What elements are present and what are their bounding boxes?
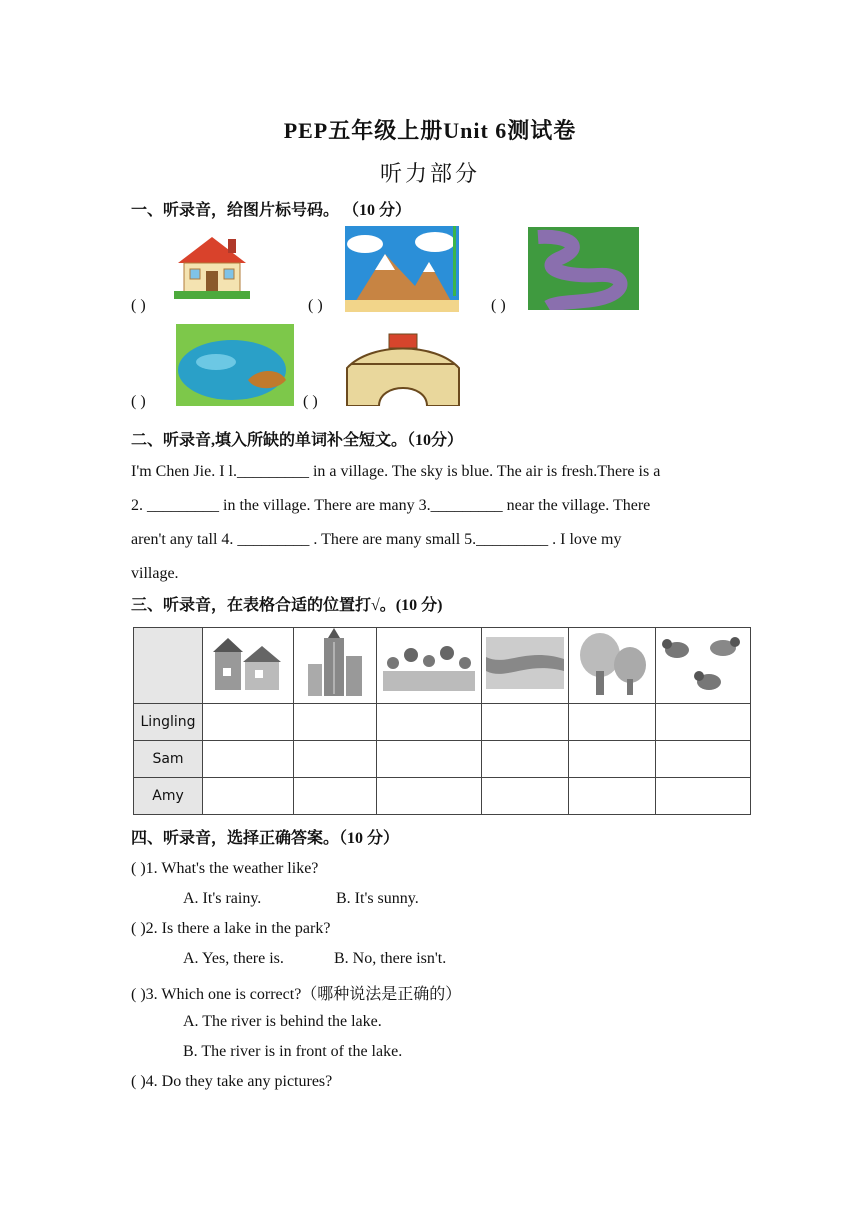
answer-cell[interactable] (203, 704, 294, 741)
answer-cell[interactable] (569, 778, 656, 815)
answer-cell[interactable] (377, 704, 482, 741)
answer-cell[interactable] (377, 741, 482, 778)
answer-cell[interactable] (294, 741, 377, 778)
answer-table (133, 627, 751, 815)
answer-blank-1[interactable]: ( ) (131, 297, 146, 314)
question-2: ( )2. Is there a lake in the park? (131, 920, 331, 937)
column-trees (569, 628, 656, 704)
answer-cell[interactable] (294, 778, 377, 815)
passage-line-3: aren't any tall 4. _________ . There are many small 5._________ . I love my (131, 531, 622, 548)
answer-cell[interactable] (203, 778, 294, 815)
section4-heading: 四、听录音，选择正确答案。（10 分） (131, 830, 400, 847)
answer-cell[interactable] (656, 741, 751, 778)
flowers-icon (381, 633, 477, 693)
passage-line-4: village. (131, 565, 179, 582)
answer-cell[interactable] (656, 704, 751, 741)
answer-blank-3[interactable]: ( ) (491, 297, 506, 314)
answer-blank-5[interactable]: ( ) (303, 393, 318, 410)
question-3: ( )3. Which one is correct?（哪种说法是正确的） (131, 986, 462, 1003)
question-1: ( )1. What's the weather like? (131, 860, 319, 877)
river-icon (486, 637, 564, 689)
birds-icon (657, 628, 749, 698)
section2-heading: 二、听录音,填入所缺的单词补全短文。（10分） (131, 432, 464, 449)
answer-blank-4[interactable]: ( ) (131, 393, 146, 410)
section3-heading: 三、听录音，在表格合适的位置打√。(10 分) (131, 597, 443, 614)
passage-line-1: I'm Chen Jie. I l._________ in a village. The sky is blue. The air is fresh.There is a (131, 463, 661, 480)
question-4: ( )4. Do they take any pictures? (131, 1073, 333, 1090)
river-icon (528, 227, 639, 310)
answer-cell[interactable] (569, 741, 656, 778)
answer-cell[interactable] (482, 778, 569, 815)
answer-cell[interactable] (377, 778, 482, 815)
bridge-icon (341, 328, 465, 406)
mountain-icon (345, 226, 459, 312)
question-3-option-a[interactable]: A. The river is behind the lake. (183, 1013, 382, 1030)
section1-heading: 一、听录音，给图片标号码。 （10 分） (131, 202, 412, 219)
table-corner (134, 628, 203, 704)
column-river (482, 628, 569, 704)
answer-blank-2[interactable]: ( ) (308, 297, 323, 314)
answer-cell[interactable] (482, 741, 569, 778)
village-icon (211, 630, 285, 696)
column-village (203, 628, 294, 704)
row-label-lingling: Lingling (134, 704, 203, 741)
passage-line-2: 2. _________ in the village. There are many 3._________ near the village. There (131, 497, 651, 514)
question-2-option-b[interactable]: B. No, there isn't. (334, 950, 447, 967)
page-subtitle: 听力部分 (379, 161, 480, 186)
row-label-amy: Amy (134, 778, 203, 815)
question-1-option-b[interactable]: B. It's sunny. (336, 890, 419, 907)
trees-icon (576, 629, 648, 697)
house-icon (170, 233, 254, 301)
question-1-option-a[interactable]: A. It's rainy. (183, 890, 262, 907)
question-3-option-b[interactable]: B. The river is in front of the lake. (183, 1043, 403, 1060)
page-title: PEP五年级上册Unit 6测试卷 (283, 118, 577, 143)
column-building (294, 628, 377, 704)
column-flowers (377, 628, 482, 704)
answer-cell[interactable] (482, 704, 569, 741)
lake-icon (176, 324, 294, 406)
column-birds (656, 628, 751, 704)
answer-cell[interactable] (569, 704, 656, 741)
answer-cell[interactable] (656, 778, 751, 815)
row-label-sam: Sam (134, 741, 203, 778)
question-2-option-a[interactable]: A. Yes, there is. (183, 950, 284, 967)
building-icon (300, 628, 370, 698)
answer-cell[interactable] (294, 704, 377, 741)
answer-cell[interactable] (203, 741, 294, 778)
